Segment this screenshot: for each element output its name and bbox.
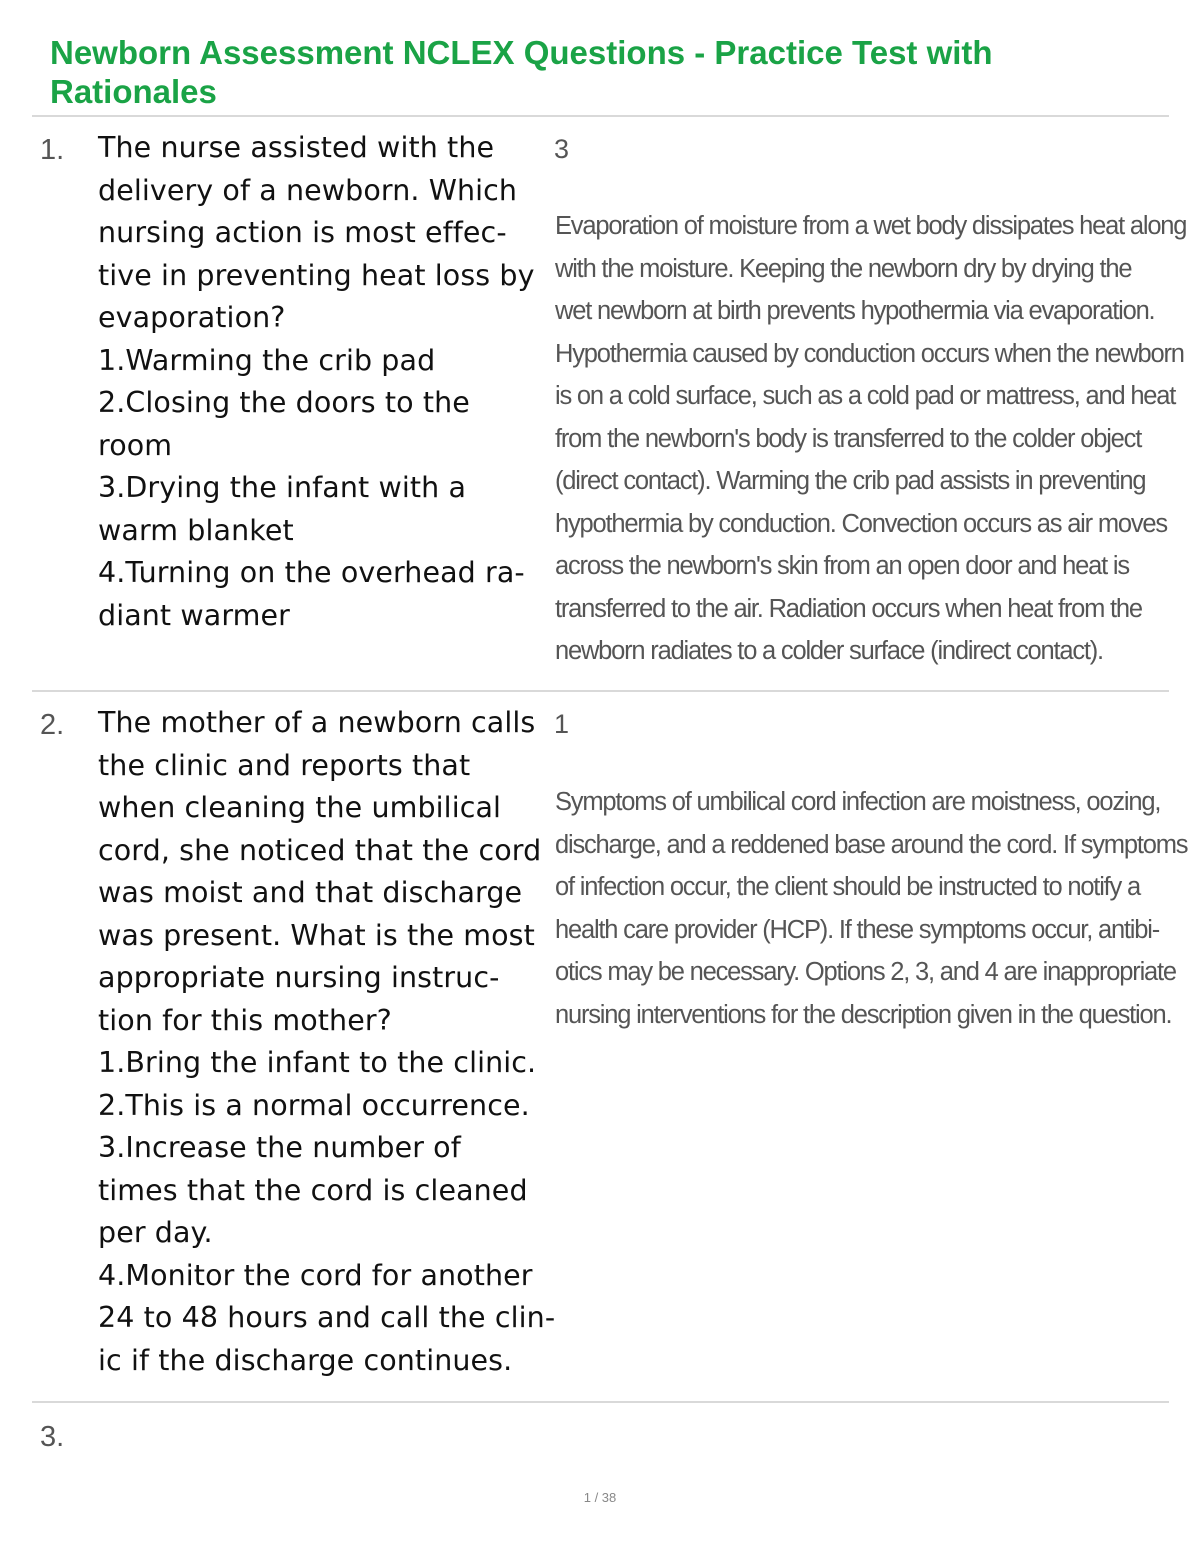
question-line: delivery of a newborn. Which	[98, 173, 518, 207]
question-line: The nurse assisted with the	[98, 131, 495, 164]
rationale-line: hypothermia by conduction. Convection occurs as air moves	[555, 509, 1167, 538]
question-line: was present. What is the most	[98, 918, 535, 952]
page-title: Newborn Assessment NCLEX Questions - Practice Test with Rationales	[50, 34, 993, 110]
question-1-answer: 3	[554, 134, 570, 164]
question-3-number: 3.	[40, 1421, 65, 1453]
divider	[32, 115, 1169, 117]
rationale-line: Evaporation of moisture from a wet body dissipates heat along	[555, 212, 1187, 240]
divider	[32, 690, 1169, 692]
question-line: room	[98, 428, 173, 462]
rationale-line: nursing interventions for the description given in the question.	[555, 1000, 1172, 1029]
question-line: when cleaning the umbilical	[98, 791, 502, 824]
question-line: the clinic and reports that	[98, 748, 471, 782]
question-line: cord, she noticed that the cord	[98, 833, 542, 867]
question-line: The mother of a newborn calls	[98, 706, 536, 739]
page-number: 1 / 38	[583, 1490, 617, 1505]
question-line: tion for this mother?	[98, 1003, 392, 1037]
question-line: 2.This is a normal occurrence.	[98, 1088, 530, 1122]
question-line: ic if the discharge continues.	[98, 1343, 513, 1377]
rationale-line: wet newborn at birth prevents hypothermia via evaporation.	[555, 297, 1155, 325]
rationale-line: discharge, and a reddened base around the cord. If symptoms	[555, 830, 1188, 859]
question-line: 24 to 48 hours and call the clin-	[98, 1301, 556, 1334]
rationale-line: from the newborn's body is transferred to the colder object	[555, 424, 1142, 453]
question-line: per day.	[98, 1216, 213, 1249]
rationale-line: Hypothermia caused by conduction occurs when the newborn	[555, 339, 1184, 368]
rationale-line: of infection occur, the client should be instructed to notify a	[555, 873, 1140, 901]
question-line: appropriate nursing instruc-	[98, 961, 500, 994]
question-line: nursing action is most effec-	[98, 216, 507, 249]
question-2-answer: 1	[554, 709, 570, 739]
question-line: 4.Monitor the cord for another	[98, 1258, 533, 1292]
question-2-number: 2.	[40, 709, 65, 741]
rationale-line: Symptoms of umbilical cord infection are moistness, oozing,	[555, 788, 1161, 816]
question-1-text	[98, 127, 553, 637]
divider	[32, 1401, 1169, 1403]
rationale-line: with the moisture. Keeping the newborn dry by drying the	[555, 254, 1132, 283]
question-line: tive in preventing heat loss by	[98, 258, 535, 292]
question-line: 3.Drying the infant with a	[98, 471, 467, 504]
rationale-line: (direct contact). Warming the crib pad assists in preventing	[555, 467, 1146, 495]
question-1-number: 1.	[40, 134, 65, 166]
rationale-line: health care provider (HCP). If these symptoms occur, antibi-	[555, 915, 1160, 944]
rationale-line: transferred to the air. Radiation occurs when heat from the	[555, 594, 1142, 623]
question-line: 1.Bring the infant to the clinic.	[98, 1046, 537, 1079]
question-line: 4.Turning on the overhead ra-	[98, 556, 525, 589]
question-line: 2.Closing the doors to the	[98, 386, 470, 419]
question-1-rationale	[555, 205, 1187, 673]
question-line: warm blanket	[98, 513, 294, 547]
rationale-line: newborn radiates to a colder surface (indirect contact).	[555, 637, 1103, 665]
question-line: 1.Warming the crib pad	[98, 343, 436, 377]
rationale-line: is on a cold surface, such as a cold pad or mattress, and heat	[555, 382, 1176, 410]
question-line: diant warmer	[98, 598, 290, 632]
question-2-text	[98, 702, 556, 1382]
rationale-line: otics may be necessary. Options 2, 3, and 4 are inappropriate	[555, 958, 1176, 986]
rationale-line: across the newborn's skin from an open door and heat is	[555, 552, 1129, 580]
question-line: 3.Increase the number of	[98, 1131, 461, 1164]
question-2-rationale	[555, 781, 1188, 1036]
question-line: was moist and that discharge	[98, 876, 523, 909]
question-line: evaporation?	[98, 301, 286, 334]
question-line: times that the cord is cleaned	[98, 1173, 528, 1207]
